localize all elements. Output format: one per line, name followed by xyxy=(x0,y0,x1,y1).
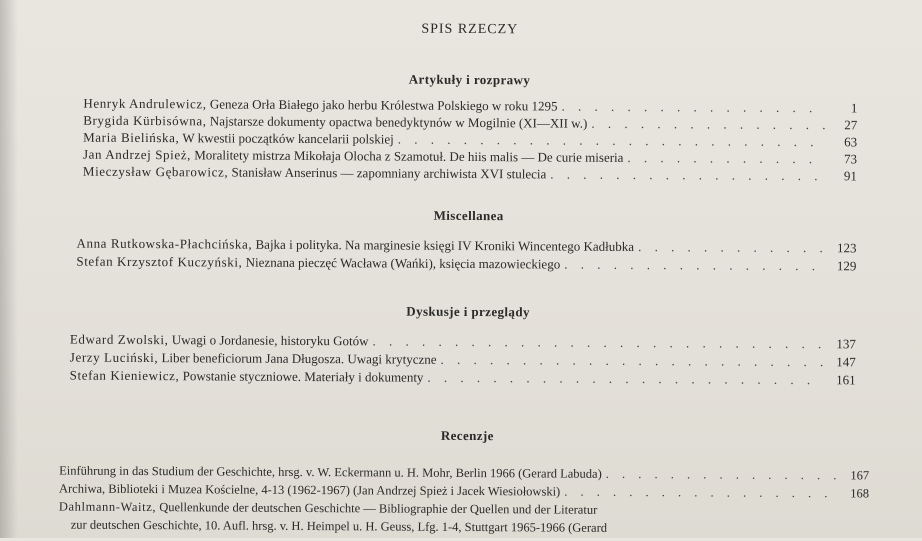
dot-leader xyxy=(564,485,837,502)
entry-page-number: 167 xyxy=(850,468,870,483)
section-heading-miscellanea: Miscellanea xyxy=(433,207,504,224)
entry-title: Liber beneficiorum Jana Długosza. Uwagi krytyczne xyxy=(161,350,437,367)
entry-title: W kwestii początków kancelarii polskiej xyxy=(182,130,394,147)
toc-entry xyxy=(71,518,869,538)
dot-leader xyxy=(638,239,825,256)
toc-entry xyxy=(76,236,856,257)
page-title: SPIS RZECZY xyxy=(421,21,519,38)
entry-title: Stanisław Anserinus — zapomniany archiwista XVI stulecia xyxy=(231,164,547,182)
toc-entry xyxy=(59,481,869,501)
entry-page-number: 161 xyxy=(836,372,856,388)
entry-title: Uwagi o Jordanesie, historyku Gotów xyxy=(171,332,369,349)
section-heading-reviews: Recenzje xyxy=(440,427,494,444)
entry-page-number: 63 xyxy=(844,134,858,150)
toc-entry xyxy=(70,332,856,353)
entry-page-number: 27 xyxy=(844,117,858,133)
dot-leader xyxy=(441,352,824,370)
dot-leader xyxy=(606,467,837,483)
dot-leader xyxy=(562,99,826,117)
entry-author: Anna Rutkowska-Płachcińska, xyxy=(76,235,253,252)
entry-page-number: 147 xyxy=(836,354,856,370)
entry-title: Einführung in das Studium der Geschichte, hrsg. v. W. Eckermann u. H. Mohr, Berlin 1966 (Gerard Labuda) xyxy=(59,463,602,481)
entry-title: Archiwa, Biblioteki i Muzea Kościelne, 4-13 (1962-1967) (Jan Andrzej Spież i Jacek Wiesiołowski) xyxy=(58,481,561,499)
entry-author: Edward Zwolski, xyxy=(69,331,169,348)
dot-leader xyxy=(591,116,825,133)
entry-author: Dahlmann-Waitz, xyxy=(58,499,157,515)
entry-author: Maria Bielińska, xyxy=(83,129,180,146)
toc-entry xyxy=(70,350,856,371)
entry-page-number: 137 xyxy=(836,336,856,352)
dot-leader xyxy=(427,370,823,388)
entry-title: Nieznana pieczęć Wacława (Wańki), księcia mazowieckiego xyxy=(245,254,561,272)
section-heading-articles: Artykuły i rozprawy xyxy=(408,71,531,88)
entry-page-number: 123 xyxy=(836,240,857,256)
dot-leader xyxy=(398,132,826,151)
toc-entry xyxy=(83,164,857,185)
entry-title: zur deutschen Geschichte, 10. Aufl. hrsg. v. H. Heimpel u. H. Geuss, Lfg. 1-4, Stuttgart 1965-1966 (Gerard xyxy=(70,517,608,535)
entry-author: Brygida Kürbisówna, xyxy=(83,112,207,129)
entry-author: Mieczysław Gębarowicz, xyxy=(82,163,229,180)
entry-page-number: 168 xyxy=(850,486,870,501)
entry-page-number: 91 xyxy=(843,168,857,184)
contents-page xyxy=(37,0,900,541)
entry-author: Henryk Andrulewicz, xyxy=(83,95,207,112)
entry-author: Stefan Krzysztof Kuczyński, xyxy=(76,253,243,270)
entry-title: Najstarsze dokumenty opactwa benedyktynów w Mogilnie (XI—XII w.) xyxy=(209,113,588,131)
entry-page-number: 73 xyxy=(843,151,858,167)
dot-leader xyxy=(564,257,824,275)
section-heading-discussions: Dyskusje i przeglądy xyxy=(406,303,530,320)
entry-page-number: 1 xyxy=(850,100,858,116)
entry-title: Moralitety mistrza Mikołaja Olocha z Szamotuł. De hiis malis — De curie miseria xyxy=(194,147,624,165)
toc-entry xyxy=(59,499,869,519)
dot-leader xyxy=(627,150,825,167)
toc-entry xyxy=(76,254,856,275)
toc-entry xyxy=(59,463,869,483)
entry-page-number: 129 xyxy=(836,258,857,274)
toc-entry xyxy=(70,368,856,389)
dot-leader xyxy=(372,333,824,352)
entry-author: Stefan Kieniewicz, xyxy=(69,367,180,384)
entry-author: Jerzy Luciński, xyxy=(69,349,159,366)
page-gutter-shadow xyxy=(0,0,18,538)
entry-title: Geneza Orła Białego jako herbu Królestwa Polskiego w roku 1295 xyxy=(209,96,558,114)
entry-title: Bajka i polityka. Na marginesie księgi IV Kroniki Wincentego Kadłubka xyxy=(255,236,635,255)
entry-title: Quellenkunde der deutschen Geschichte — Bibliographie der Quellen und der Literatur xyxy=(159,500,598,517)
entry-author: Jan Andrzej Spież, xyxy=(83,146,192,163)
dot-leader xyxy=(550,166,825,184)
entry-title: Powstanie styczniowe. Materiały i dokumenty xyxy=(182,368,424,385)
